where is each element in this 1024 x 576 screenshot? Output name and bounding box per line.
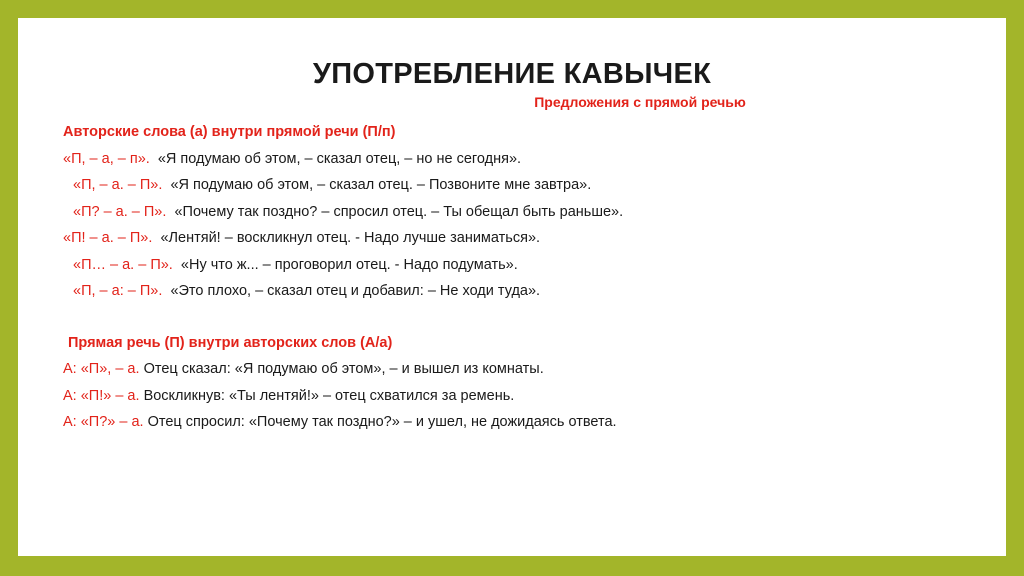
list-item bbox=[63, 150, 521, 168]
pattern: «П, – а, – п». bbox=[63, 151, 150, 167]
section1-heading: Авторские слова (а) внутри прямой речи (П/п) bbox=[63, 124, 396, 140]
pattern: А: «П?» – а. bbox=[63, 414, 144, 430]
example: «Ну что ж... – проговорил отец. - Надо подумать». bbox=[180, 257, 518, 273]
example: «Я подумаю об этом, – сказал отец, – но не сегодня». bbox=[157, 151, 522, 167]
list-item bbox=[63, 229, 540, 247]
section2-heading: Прямая речь (П) внутри авторских слов (А/а) bbox=[68, 335, 393, 351]
slide bbox=[18, 18, 1006, 556]
example: Отец спросил: «Почему так поздно?» – и ушел, не дожидаясь ответа. bbox=[147, 414, 617, 430]
pattern: А: «П!» – а. bbox=[63, 388, 140, 404]
pattern: «П, – а. – П». bbox=[73, 177, 163, 193]
list-item bbox=[73, 203, 623, 221]
list-item bbox=[63, 387, 514, 405]
list-item bbox=[73, 176, 591, 194]
example: «Это плохо, – сказал отец и добавил: – Не ходи туда». bbox=[170, 283, 541, 299]
slide-title: УПОТРЕБЛЕНИЕ КАВЫЧЕК bbox=[312, 58, 712, 90]
list-item bbox=[73, 282, 540, 300]
example: «Лентяй! – воскликнул отец. - Надо лучше заниматься». bbox=[160, 230, 541, 246]
example: Воскликнув: «Ты лентяй!» – отец схватился за ремень. bbox=[143, 388, 515, 404]
list-item bbox=[63, 360, 544, 378]
list-item bbox=[73, 256, 518, 274]
pattern: «П? – а. – П». bbox=[73, 204, 167, 220]
slide-subtitle: Предложения с прямой речью bbox=[534, 94, 746, 110]
pattern: «П… – а. – П». bbox=[73, 257, 173, 273]
pattern: «П! – а. – П». bbox=[63, 230, 153, 246]
pattern: «П, – а: – П». bbox=[73, 283, 163, 299]
example: «Я подумаю об этом, – сказал отец. – Позвоните мне завтра». bbox=[170, 177, 592, 193]
example: «Почему так поздно? – спросил отец. – Ты обещал быть раньше». bbox=[174, 204, 624, 220]
example: Отец сказал: «Я подумаю об этом», – и вышел из комнаты. bbox=[143, 361, 544, 377]
pattern: А: «П», – а. bbox=[63, 361, 140, 377]
list-item bbox=[63, 413, 617, 431]
